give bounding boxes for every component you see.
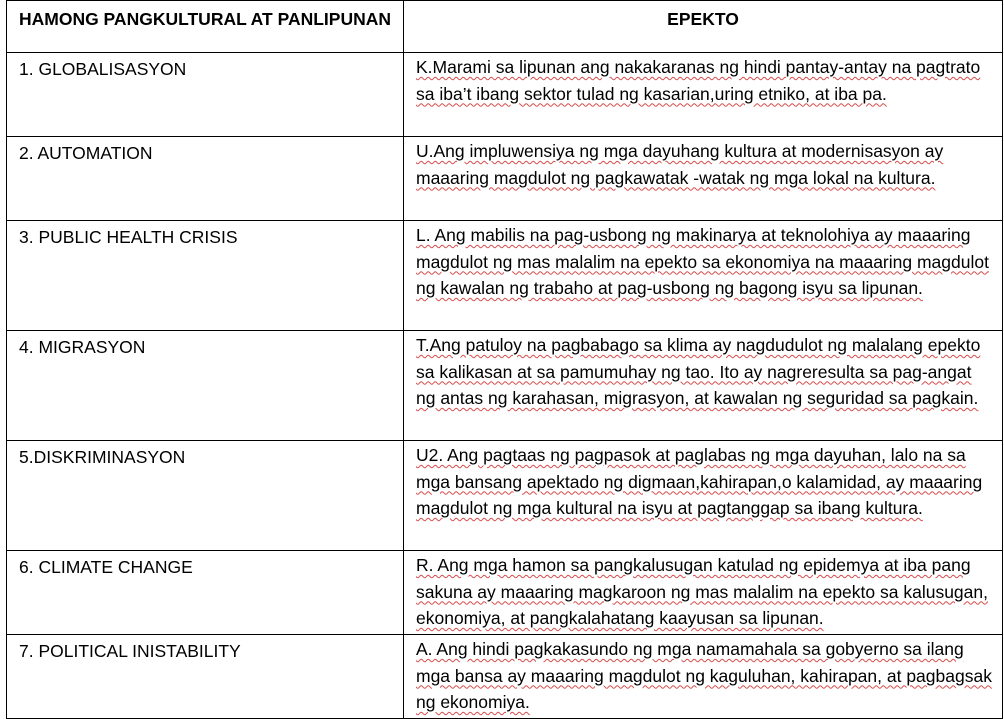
header-challenge: HAMONG PANGKULTURAL AT PANLIPUNAN <box>7 1 404 53</box>
challenge-cell: 4. MIGRASYON <box>7 331 404 441</box>
effect-cell <box>404 53 1003 137</box>
table-row <box>7 331 1003 441</box>
effect-text: T.Ang patuloy na pagbabago sa klima ay nagdudulot ng malalang epekto sa kalikasan at sa pamumuhay ng tao. Ito ay nagreresulta sa pag-angat ng antas ng karahasan, migrasyon, at kawalan ng seguridad sa pagkain. <box>416 335 981 408</box>
table-row <box>7 221 1003 331</box>
effect-text: U.Ang impluwensiya ng mga dayuhang kultura at modernisasyon ay maaaring magdulot ng pagkawatak -watak ng mga lokal na kultura. <box>416 141 944 188</box>
effect-cell <box>404 221 1003 331</box>
effect-cell <box>404 635 1003 719</box>
effect-cell <box>404 441 1003 551</box>
table-row <box>7 551 1003 635</box>
effect-cell <box>404 551 1003 635</box>
challenges-effects-table <box>6 0 1003 719</box>
header-row <box>7 1 1003 53</box>
effect-cell <box>404 137 1003 221</box>
table-row <box>7 53 1003 137</box>
effect-text: U2. Ang pagtaas ng pagpasok at paglabas ng mga dayuhan, lalo na sa mga bansang apektado ng digmaan,kahirapan,o kalamidad, ay maaaring magdulot ng mga kultural na isyu at pagtanggap sa ibang kultura. <box>416 445 983 518</box>
effect-text: A. Ang hindi pagkakasundo ng mga namamahala sa gobyerno sa ilang mga bansa ay maaaring magdulot ng kaguluhan, kahirapan, at pagbagsak ng ekonomiya. <box>416 639 992 712</box>
challenge-cell: 5.DISKRIMINASYON <box>7 441 404 551</box>
table-row <box>7 441 1003 551</box>
effect-cell <box>404 331 1003 441</box>
table-row <box>7 137 1003 221</box>
challenge-cell: 1. GLOBALISASYON <box>7 53 404 137</box>
challenge-cell: 3. PUBLIC HEALTH CRISIS <box>7 221 404 331</box>
effect-text: K.Marami sa lipunan ang nakakaranas ng hindi pantay-antay na pagtrato sa iba’t ibang sektor tulad ng kasarian,uring etniko, at iba pa. <box>416 57 981 104</box>
challenge-cell: 2. AUTOMATION <box>7 137 404 221</box>
header-effect: EPEKTO <box>404 1 1003 53</box>
effect-text: R. Ang mga hamon sa pangkalusugan katulad ng epidemya at iba pang sakuna ay maaaring magkaroon ng mas malalim na epekto sa kalusugan, ekonomiya, at pangkalahatang kaayusan sa lipunan. <box>416 555 988 628</box>
challenge-cell: 7. POLITICAL INISTABILITY <box>7 635 404 719</box>
effect-text: L. Ang mabilis na pag-usbong ng makinarya at teknolohiya ay maaaring magdulot ng mas malalim na epekto sa ekonomiya na maaaring magdulot ng kawalan ng trabaho at pag-usbong ng bagong isyu sa lipunan. <box>416 225 989 298</box>
challenge-cell: 6. CLIMATE CHANGE <box>7 551 404 635</box>
table-row <box>7 635 1003 719</box>
